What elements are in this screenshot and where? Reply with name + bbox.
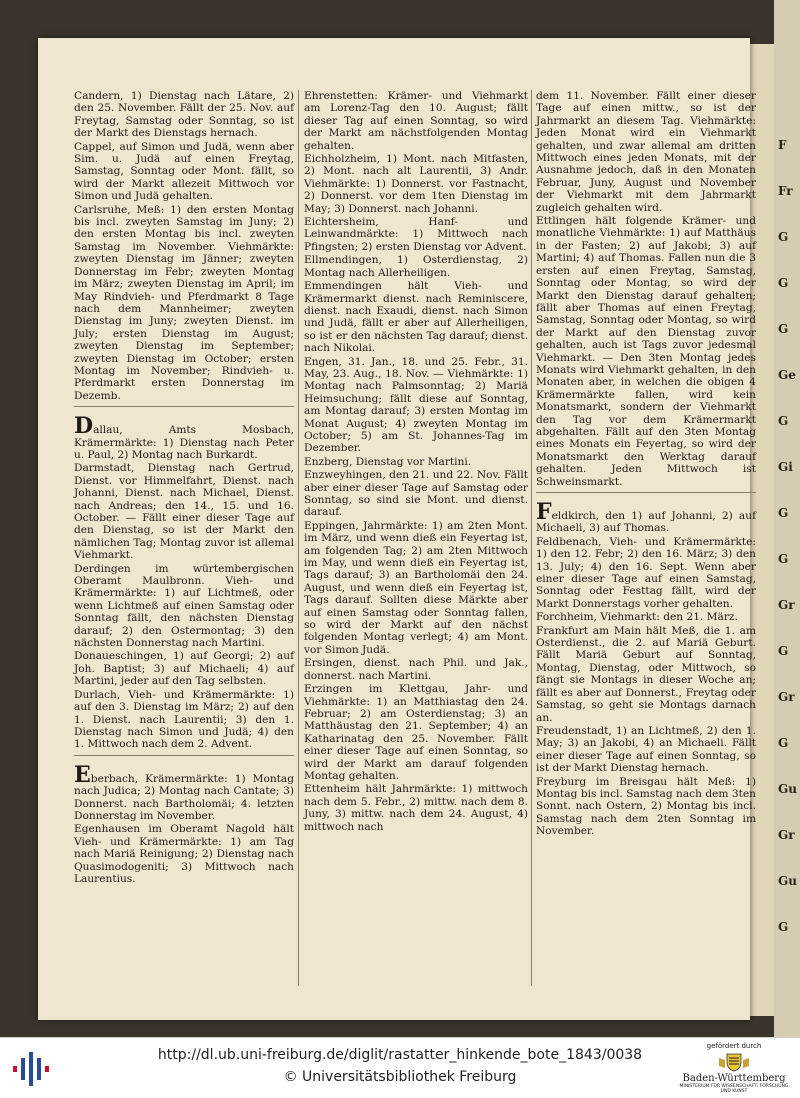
column-left	[74, 90, 294, 886]
market-entry: Ehrenstetten: Krämer- und Viehmarkt am Lorenz-Tag den 10. August; fällt dieser Tag auf einen Sonntag, so wird der Markt am nächstfolgenden Montag gehalten.	[304, 90, 528, 152]
market-entry: Eberbach, Krämermärkte: 1) Montag nach Judica; 2) Montag nach Cantate; 3) Donnerst. nach Bartholomäi; 4. letzten Donnerstag im November.	[74, 761, 294, 822]
market-entry: Durlach, Vieh- und Krämermärkte: 1) auf den 3. Dienstag im März; 2) auf den 1. Dienst. nach Laurentii; 3) den 1. Dienstag nach Simon und Judä; 4) den 1. Mittwoch nach dem 2. Advent.	[74, 688, 294, 751]
market-entry: Enzweyhingen, den 21. und 22. Nov. Fällt aber einer dieser Tage auf Samstag oder Sonntag, so sind sie Mont. und dienst. darauf.	[304, 469, 528, 519]
market-entry: Carlsruhe, Meß: 1) den ersten Montag bis incl. zweyten Samstag im Juny; 2) den ersten Montag bis incl. zweyten Samstag im November. Viehmärkte: zweyten Dienstag im Jänner; zweyten Donnerstag im Febr; zweyten Montag im März; zweyten Dienstag im April; im May Rindvieh- und Pferdmarkt 8 Tage nach dem Mannheimer; zweyten Dienstag im Juny; zweyten Dienst. im July; ersten Dienstag im August; zweyten Dienstag im September; zweyten Dienstag im October; ersten Montag im November; Rindvieh- u. Pferdmarkt ersten Donnerstag im Dezemb.	[74, 203, 294, 402]
market-entry: Ellmendingen, 1) Osterdienstag, 2) Montag nach Allerheiligen.	[304, 254, 528, 279]
sponsor-subtitle: MINISTERIUM FÜR WISSENSCHAFT, FORSCHUNG UND KUNST	[679, 1084, 789, 1094]
sponsor-label: gefördert durch	[706, 1042, 762, 1050]
market-entry: Frankfurt am Main hält Meß, die 1. am Osterdienst., die 2. auf Mariä Geburt. Fällt Mariä Geburt auf Sonntag, Montag, Dienstag, oder Mittwoch, so fängt sie Montags in dieser Woche an; fällt es aber auf Donnerst., Freytag oder Samstag, so geht sie Montags darnach an.	[536, 624, 756, 724]
edge-fragment-text: Fr	[778, 184, 793, 198]
market-entry: Eichtersheim, Hanf- und Leinwandmärkte: 1) Mittwoch nach Pfingsten; 2) ersten Dienstag vor Advent.	[304, 216, 528, 253]
copyright-text: © Universitätsbibliothek Freiburg	[283, 1069, 517, 1085]
edge-fragment-text: G	[778, 506, 789, 520]
market-entry: Eppingen, Jahrmärkte: 1) am 2ten Mont. im März, und wenn dieß ein Feyertag ist, am folgenden Tag; 2) am 2ten Mittwoch im May, und wenn dieß ein Feyertag ist, Tags darauf; 3) an Bartholomäi den 24. August, und wenn dieß ein Feyertag ist, Tags darauf. Sollten diese Märkte aber auf einen Samstag oder Sonntag fallen, so wird der Markt auf den nächst folgenden Montag verlegt; 4) am Mont. vor Simon Judä.	[304, 519, 528, 656]
section-separator	[74, 406, 294, 407]
edge-fragment-text: F	[778, 138, 787, 152]
market-entry: Forchheim, Viehmarkt: den 21. März.	[536, 611, 738, 624]
market-entry: Egenhausen im Oberamt Nagold hält Vieh- und Krämermärkte: 1) am Tag nach Mariä Reinigung; 2) Dienstag nach Quasimodogeniti; 3) Mittwoch nach Laurentius.	[74, 823, 294, 885]
edge-fragment-text: G	[778, 644, 789, 658]
section-separator	[536, 492, 756, 493]
edge-fragment-text: G	[778, 276, 789, 290]
market-entry: Emmendingen hält Vieh- und Krämermarkt dienst. nach Reminiscere, dienst. nach Exaudi, dienst. nach Simon und Judä, fällt er aber auf Allerheiligen, so ist er den nächsten Tag darauf; dienst. nach Nikolai.	[304, 280, 528, 355]
column-right	[536, 90, 756, 839]
edge-fragment-text: Gr	[778, 598, 795, 612]
column-rule	[298, 90, 299, 986]
market-entry: Darmstadt, Dienstag nach Gertrud, Dienst. vor Himmelfahrt, Dienst. nach Johanni, Dienst. nach Michael, Dienst. nach Andreas; den 14., 15. und 16. October. — Fällt einer dieser Tage auf den Dienstag, so ist der Markt den nämlichen Tag; Montag zuvor ist allemal Viehmarkt.	[74, 462, 294, 562]
market-entry: Ettlingen hält folgende Krämer- und monatliche Viehmärkte: 1) auf Matthäus in der Fasten; 2) auf Jakobi; 3) auf Martini; 4) auf Thomas. Fallen nun die 3 ersten auf einen Freytag, Samstag, Sonntag oder Montag, so wird der Markt den Dienstag darauf gehalten; fällt aber Thomas auf einen Freytag, Samstag, Sonntag oder Montag, so wird der Markt auf den Dienstag zuvor gehalten, auch ist Tags zuvor jedesmal Viehmarkt. — Den 3ten Montag jedes Monats wird Viehmarkt gehalten, in den Monaten aber, in welchen die obigen 4 Krämermärkte fallen, wird kein Monatsmarkt, sondern der Viehmarkt den Tag vor dem Krämermarkt abgehalten. Fällt auf den 3ten Montag eines Monats ein Feyertag, so wird der Monatsmarkt den Werktag darauf gehalten. Jeden Mittwoch ist Schweinsmarkt.	[536, 215, 756, 488]
next-page-fragment	[774, 0, 800, 1037]
edge-fragment-text: G	[778, 552, 789, 566]
market-entry: Ersingen, dienst. nach Phil. und Jak., donnerst. nach Martini.	[304, 657, 528, 682]
document-page	[38, 38, 756, 1020]
market-entry: Feldkirch, den 1) auf Johanni, 2) auf Michaeli, 3) auf Thomas.	[536, 499, 756, 535]
edge-fragment-text: Ge	[778, 368, 796, 382]
edge-fragment-text: G	[778, 736, 789, 750]
column-middle	[304, 90, 528, 834]
market-entry: Freudenstadt, 1) an Lichtmeß, 2) den 1. May; 3) an Jakobi, 4) an Michaeli. Fällt einer dieser Tage auf einen Sonntag, so ist der Markt Dienstag hernach.	[536, 724, 756, 775]
edge-fragment-text: Gr	[778, 828, 795, 842]
market-entry: dem 11. November. Fällt einer dieser Tage auf einen mittw., so ist der Jahrmarkt an diesem Tag. Viehmärkte: Jeden Monat wird ein Viehmarkt gehalten, und zwar allemal am dritten Mittwoch eines jeden Monats, mit der Ausnahme jedoch, daß in den Monaten Februar, Juny, August und November der Viehmarkt mit dem Jahrmarkt zugleich gehalten wird.	[536, 90, 756, 214]
edge-fragment-text: Gu	[778, 874, 797, 888]
edge-fragment-text: G	[778, 322, 789, 336]
section-separator	[74, 755, 294, 756]
market-entry: Erzingen im Klettgau, Jahr- und Viehmärkte: 1) an Matthiastag den 24. Februar; 2) am Osterdienstag; 3) an Matthäustag den 21. September; 4) an Katharinatag den 25. November. Fällt einer dieser Tage auf einen Sonntag, so wird der Markt am darauf folgenden Montag gehalten.	[304, 683, 528, 782]
viewer-footer	[0, 1037, 800, 1098]
column-rule	[531, 90, 532, 986]
market-entry: Enzberg, Dienstag vor Martini.	[304, 455, 472, 468]
market-entry: Donaueschingen, 1) auf Georgi; 2) auf Joh. Baptist; 3) auf Michaeli; 4) auf Martini, jeder auf den Tag selbsten.	[74, 650, 294, 688]
market-entry: Feldbenach, Vieh- und Krämermärkte: 1) den 12. Febr; 2) den 16. März; 3) den 13. July; 4) den 16. Sept. Wenn aber einer dieser Tage auf einen Samstag, Sonntag oder Festtag fällt, wird der Markt Donnerstags vorher gehalten.	[536, 535, 756, 610]
market-entry: Derdingen im würtembergischen Oberamt Maulbronn. Vieh- und Krämermärkte: 1) auf Lichtmeß, oder wenn Lichtmeß auf einen Samstag oder Sonntag fällt, den nächsten Dienstag darauf; 2) den Ostermontag; 3) den nächsten Donnerstag nach Martini.	[74, 562, 294, 650]
sponsor-name: Baden-Württemberg	[682, 1073, 786, 1084]
edge-fragment-text: Gu	[778, 782, 797, 796]
edge-fragment-text: G	[778, 414, 789, 428]
coat-of-arms-icon	[717, 1052, 751, 1072]
market-entry: Eichholzheim, 1) Mont. nach Mitfasten, 2) Mont. nach alt Laurentii, 3) Andr. Viehmärkte: 1) Donnerst. vor Fastnacht, 2) Donnerst. vor dem 1ten Dienstag im May; 3) Donnerst. nach Johanni.	[304, 153, 528, 215]
edge-fragment-text: G	[778, 230, 789, 244]
edge-fragment-text: Gi	[778, 460, 793, 474]
market-entry: Candern, 1) Dienstag nach Lätare, 2) den 25. November. Fällt der 25. Nov. auf Freytag, Samstag oder Sonntag, so ist der Markt des Dienstags hernach.	[74, 90, 294, 140]
sponsor-block	[676, 1042, 792, 1094]
market-entry: Ettenheim hält Jahrmärkte: 1) mittwoch nach dem 5. Febr., 2) mittw. nach dem 8. Juny, 3) mittw. nach dem 24. August, 4) mittwoch nach	[304, 783, 528, 833]
edge-fragment-text: Gr	[778, 690, 795, 704]
edge-fragment-text: G	[778, 920, 789, 934]
document-url-link[interactable]: http://dl.ub.uni-freiburg.de/diglit/rastatter_hinkende_bote_1843/0038	[157, 1047, 643, 1063]
market-entry: Freyburg im Breisgau hält Meß: 1) Montag bis incl. Samstag nach dem 3ten Sonnt. nach Ostern, 2) Montag bis incl. Samstag nach dem 2ten Sonntag im November.	[536, 775, 756, 838]
market-entry: Engen, 31. Jan., 18. und 25. Febr., 31. May, 23. Aug., 18. Nov. — Viehmärkte: 1) Montag nach Palmsonntag; 2) Mariä Heimsuchung; fällt diese auf Sonntag, am Montag darauf; 3) ersten Montag im Monat August; 4) zweyten Montag im October; 5) am St. Johannes-Tag im Dezember.	[304, 355, 528, 455]
market-entry: Cappel, auf Simon und Judä, wenn aber Sim. u. Judä auf einen Freytag, Samstag, Sonntag oder Mont. fällt, so wird der Markt allezeit Mittwoch vor Simon und Judä gehalten.	[74, 140, 294, 203]
market-entry: Dallau, Amts Mosbach, Krämermärkte: 1) Dienstag nach Peter u. Paul, 2) Montag nach Burkardt.	[74, 413, 294, 461]
